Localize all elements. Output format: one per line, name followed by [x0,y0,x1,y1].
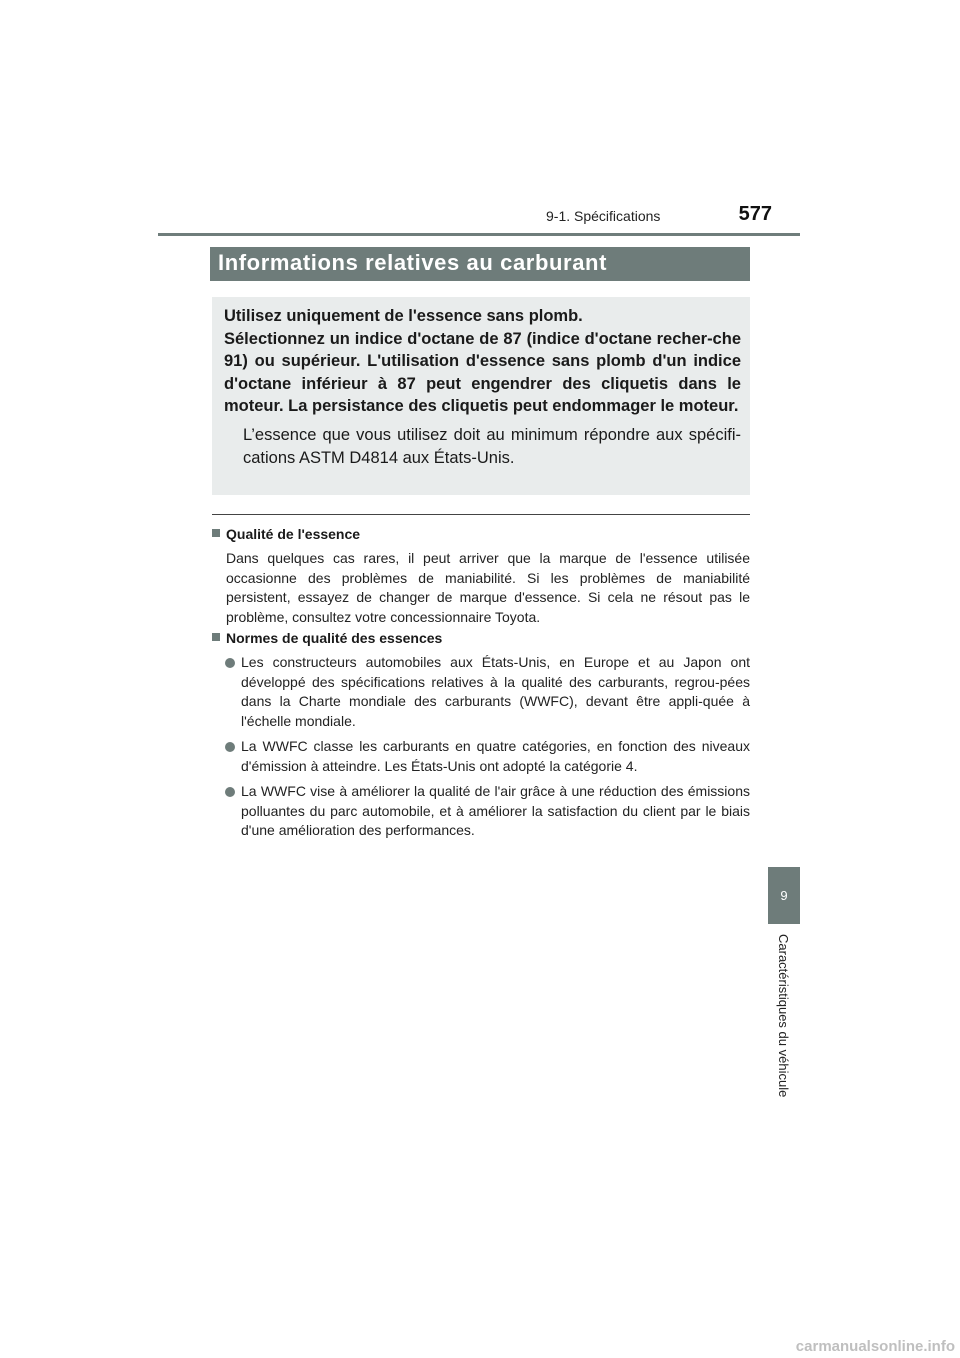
section-divider [212,514,750,515]
list-item-text: Les constructeurs automobiles aux États-Unis, en Europe et au Japon ont développé des spécifications relatives à la qualité des carburants, regrou-pées dans la Charte mondiale des carburants (WWFC), devant être appli-quée à l'échelle mondiale. [241,654,750,729]
page-title-bar [210,247,750,281]
chapter-side-label [768,934,800,1120]
list-item [212,782,750,841]
list-item-text: La WWFC vise à améliorer la qualité de l'air grâce à une réduction des émissions polluantes du parc automobile, et à améliorer la satisfaction du client par le biais d'une amélioration des performances. [241,783,750,838]
summary-bold-paragraph: Sélectionnez un indice d'octane de 87 (indice d'octane recher-che 91) ou supérieur. L'utilisation d'essence sans plomb d'un indice d'octane inférieur à 87 peut engendrer des cliquetis dans le moteur. La persistance des cliquetis peut endommager le moteur. [224,329,741,415]
header-divider [158,233,800,236]
square-bullet-icon [212,529,220,537]
list-item [212,737,750,776]
summary-box [212,297,750,495]
section-paragraph: Dans quelques cas rares, il peut arriver que la marque de l'essence utilisée occasionne des problèmes de maniabilité. Si les problèmes de maniabilité persistent, essayez de changer de marque d'essence. Si cela ne résout pas le problème, consultez votre concessionnaire Toyota. [226,550,750,625]
header-section-label: 9-1. Spécifications [546,208,661,224]
section-heading [212,525,750,543]
circle-bullet-icon [225,787,235,797]
circle-bullet-icon [225,658,235,668]
section-fuel-standards [212,629,750,841]
square-bullet-icon [212,633,220,641]
list-item [212,653,750,731]
page-title: Informations relatives au carburant [218,250,607,275]
section-fuel-quality [212,525,750,627]
watermark: carmanualsonline.info [795,1338,955,1355]
section-heading-text: Normes de qualité des essences [226,630,443,646]
page-number: 577 [738,203,772,225]
chapter-tab: 9 [768,867,800,924]
summary-note: L’essence que vous utilisez doit au minimum répondre aux spécifi-cations ASTM D4814 aux États-Unis. [243,425,741,467]
section-heading [212,629,750,647]
list-item-text: La WWFC classe les carburants en quatre catégories, en fonction des niveaux d'émission à atteindre. Les États-Unis ont adopté la catégorie 4. [241,738,750,774]
section-heading-text: Qualité de l'essence [226,526,361,542]
summary-bold-line: Utilisez uniquement de l'essence sans plomb. [224,307,583,325]
circle-bullet-icon [225,742,235,752]
chapter-side-label-text: Caractéristiques du véhicule [776,934,791,1098]
